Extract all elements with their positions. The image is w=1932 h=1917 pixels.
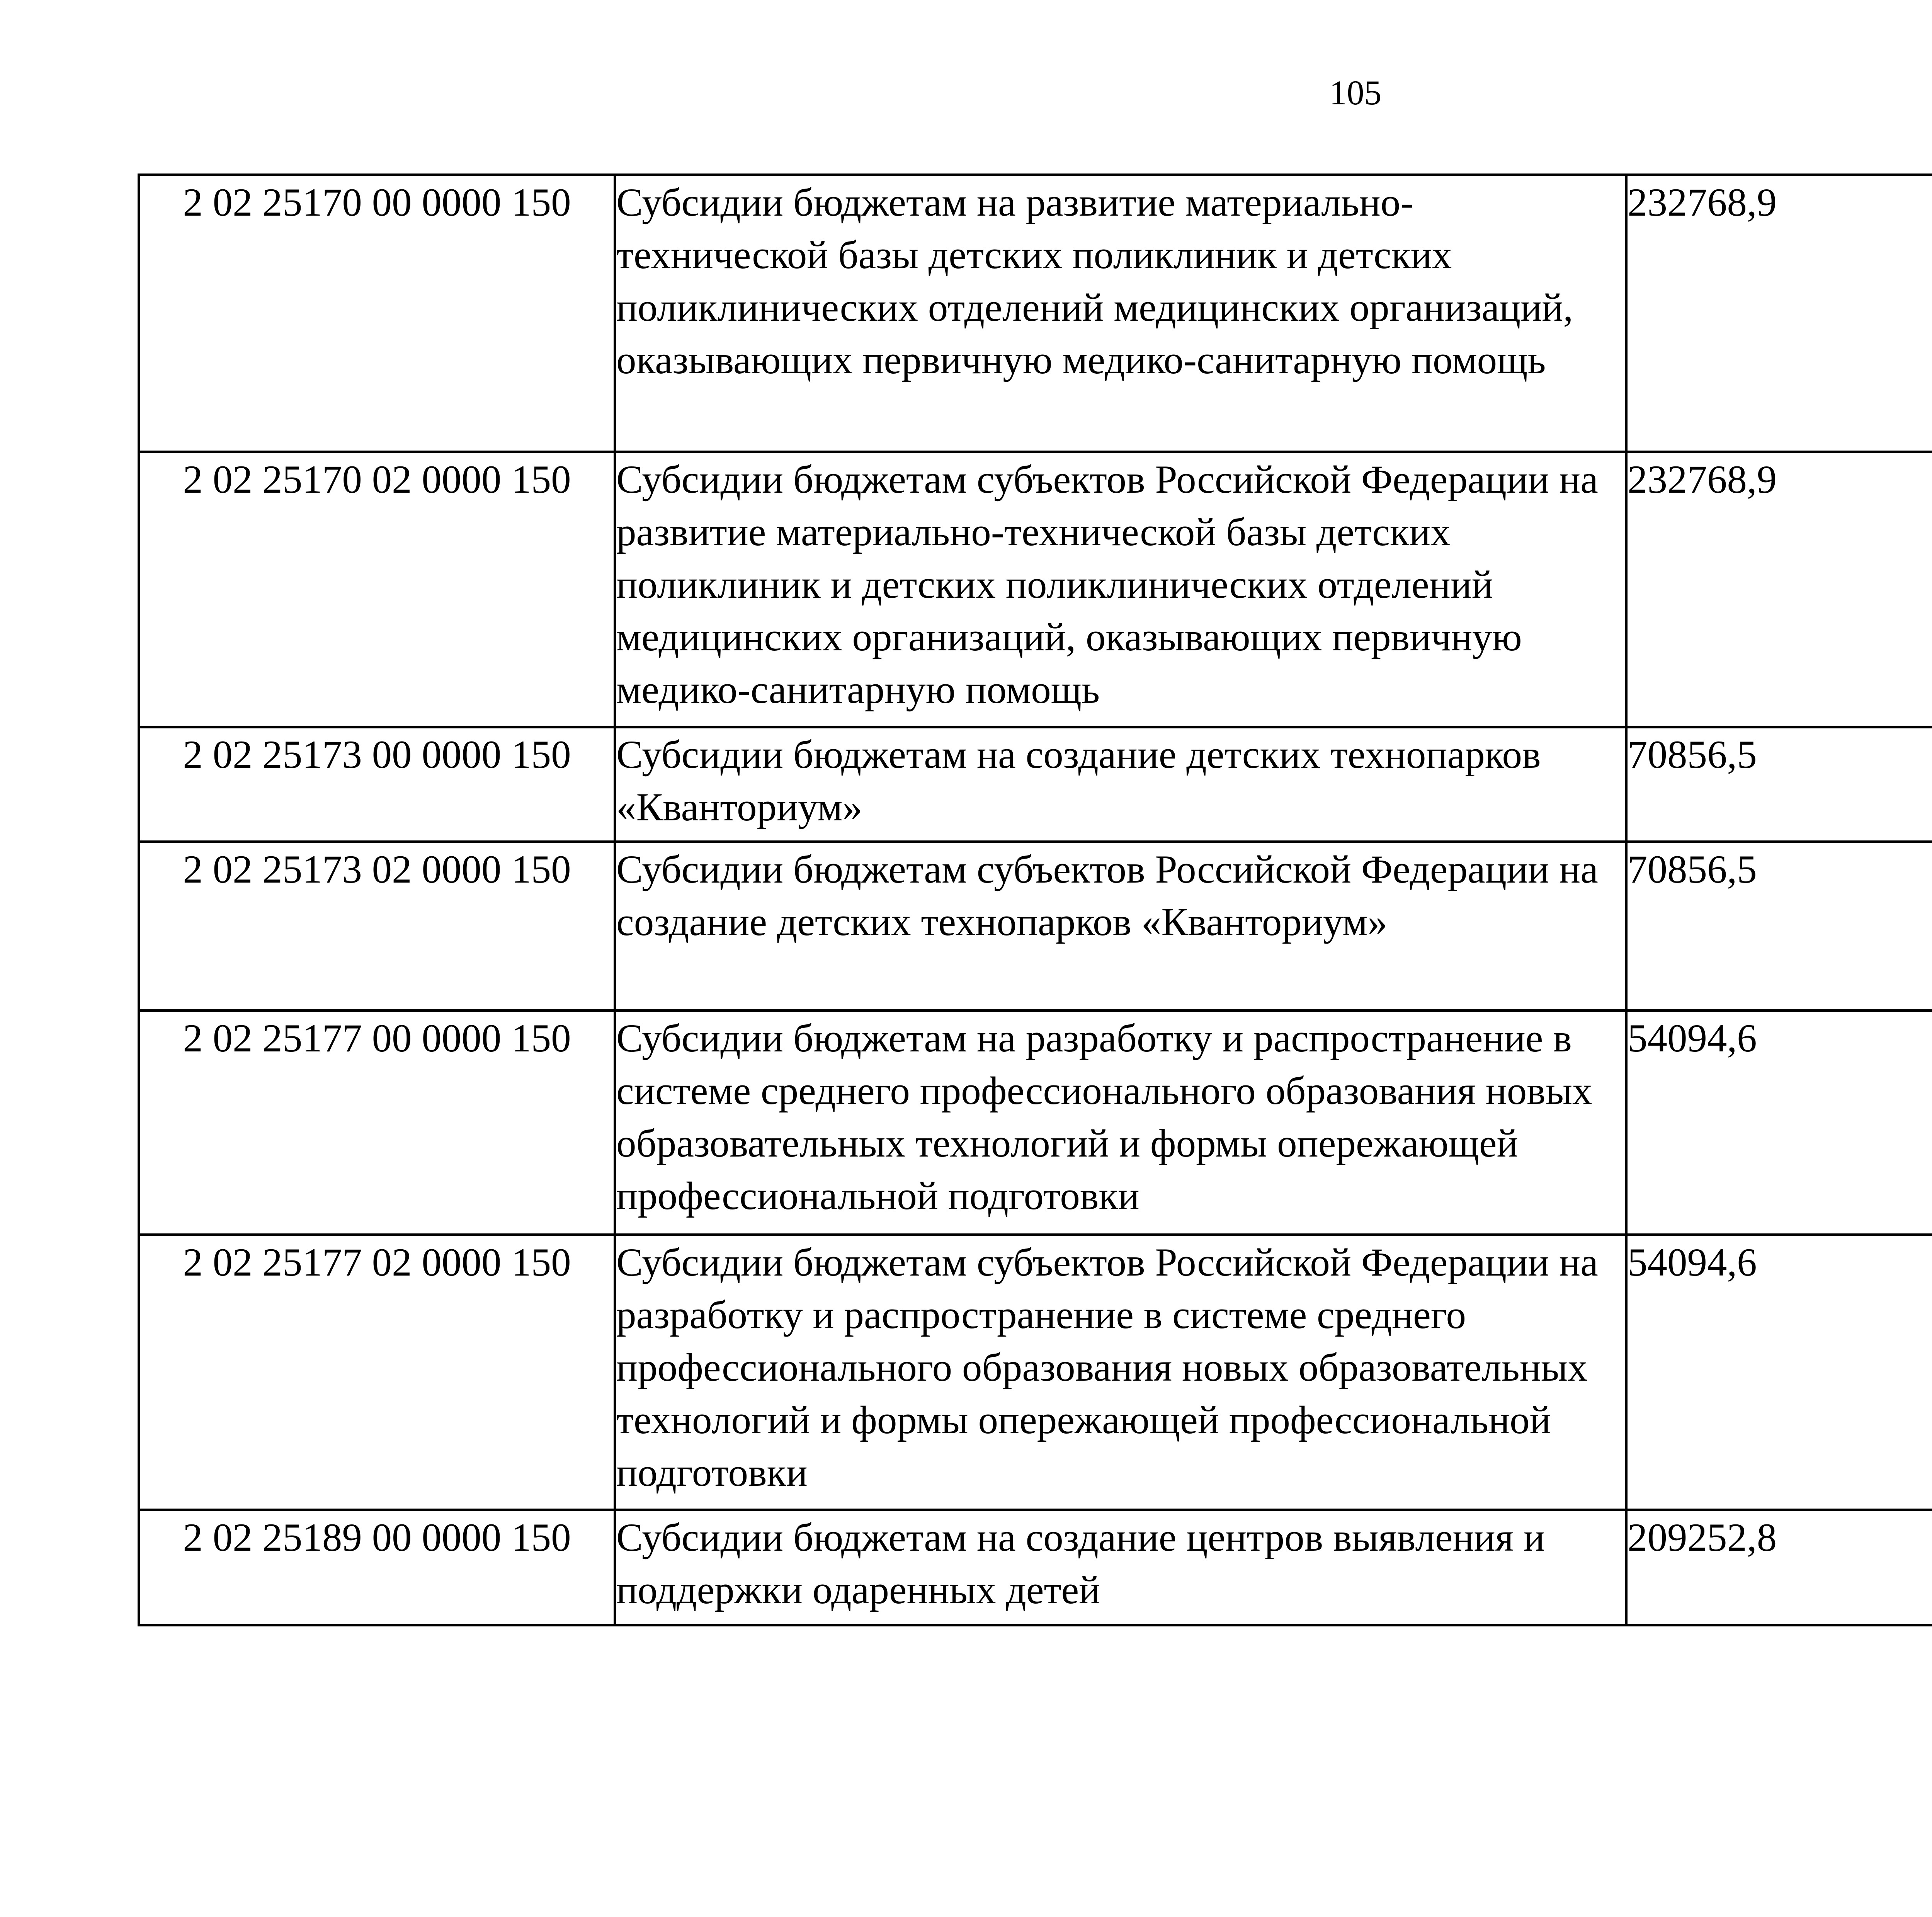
row-value-1: 54094,6 (1626, 1235, 1932, 1510)
row-description: Субсидии бюджетам субъектов Российской Федерации на развитие материально-технической базы детских поликлиник и детских поликлинических отделений медицинских организаций, оказывающих первичную медико-санитарную помощь (615, 452, 1626, 727)
row-description: Субсидии бюджетам на создание центров выявления и поддержки одаренных детей (615, 1510, 1626, 1625)
row-description: Субсидии бюджетам на развитие материально-технической базы детских поликлиник и детских поликлинических отделений медицинских организаций, оказывающих первичную медико-санитарную помощь (615, 175, 1626, 452)
row-description: Субсидии бюджетам на создание детских технопарков «Кванториум» (615, 727, 1626, 842)
page-number: 105 (1329, 74, 1382, 112)
table-row (139, 727, 1932, 842)
row-code: 2 02 25173 00 0000 150 (139, 727, 615, 842)
row-description: Субсидии бюджетам субъектов Российской Федерации на создание детских технопарков «Кванториум» (615, 842, 1626, 1011)
table-row (139, 175, 1932, 452)
row-value-1: 232768,9 (1626, 452, 1932, 727)
table-row (139, 842, 1932, 1011)
row-value-1: 232768,9 (1626, 175, 1932, 452)
table-row (139, 1510, 1932, 1625)
row-code: 2 02 25177 00 0000 150 (139, 1011, 615, 1235)
row-description: Субсидии бюджетам субъектов Российской Федерации на разработку и распространение в системе среднего профессионального образования новых образовательных технологий и формы опережающей профессиональной подготовки (615, 1235, 1626, 1510)
table-row (139, 1235, 1932, 1510)
row-value-1: 70856,5 (1626, 727, 1932, 842)
row-value-1: 70856,5 (1626, 842, 1932, 1011)
row-description: Субсидии бюджетам на разработку и распространение в системе среднего профессионального образования новых образовательных технологий и формы опережающей профессиональной подготовки (615, 1011, 1626, 1235)
row-code: 2 02 25173 02 0000 150 (139, 842, 615, 1011)
row-value-1: 209252,8 (1626, 1510, 1932, 1625)
row-code: 2 02 25170 00 0000 150 (139, 175, 615, 452)
budget-table (138, 173, 1932, 1626)
row-code: 2 02 25177 02 0000 150 (139, 1235, 615, 1510)
row-code: 2 02 25189 00 0000 150 (139, 1510, 615, 1625)
table-row (139, 1011, 1932, 1235)
row-code: 2 02 25170 02 0000 150 (139, 452, 615, 727)
row-value-1: 54094,6 (1626, 1011, 1932, 1235)
table-row (139, 452, 1932, 727)
